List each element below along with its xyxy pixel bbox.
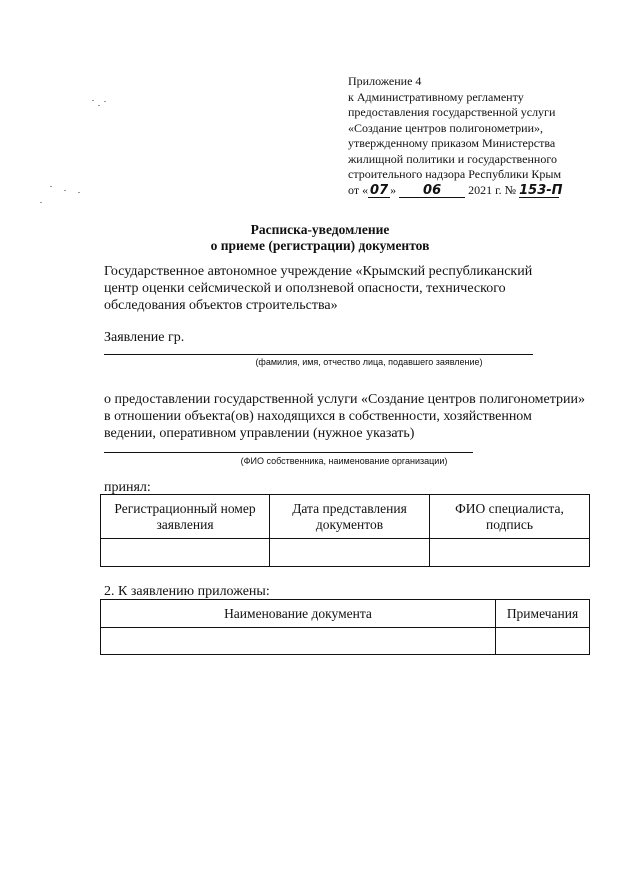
specialist-cell bbox=[430, 539, 590, 567]
appendix-line: строительного надзора Республики Крым bbox=[348, 167, 562, 181]
order-date-line bbox=[348, 183, 588, 199]
order-day: 07 bbox=[370, 182, 389, 198]
header-specialist: ФИО специалиста, подпись bbox=[430, 495, 590, 539]
application-label: Заявление гр. bbox=[104, 330, 185, 345]
scan-speck bbox=[40, 202, 42, 203]
order-year: 2021 г. № bbox=[468, 182, 517, 197]
order-month: 06 bbox=[399, 185, 465, 198]
registration-table bbox=[100, 494, 590, 567]
scan-speck bbox=[50, 186, 52, 187]
applicant-name-line bbox=[104, 354, 533, 355]
registration-number-cell bbox=[101, 539, 270, 567]
institution-line: центр оценки сейсмической и оползневой опасности, технического bbox=[104, 281, 506, 296]
attachments-table bbox=[100, 599, 590, 655]
submission-date-cell bbox=[270, 539, 430, 567]
appendix-line: предоставления государственной услуги bbox=[348, 105, 556, 119]
appendix-line: к Административному регламенту bbox=[348, 89, 524, 104]
table-row bbox=[101, 539, 590, 567]
scan-speck bbox=[78, 192, 80, 193]
header-submission-date: Дата представления документов bbox=[270, 495, 430, 539]
owner-caption: (ФИО собственника, наименование организации) bbox=[240, 456, 448, 466]
date-prefix: от « bbox=[348, 182, 369, 197]
scan-speck bbox=[64, 190, 66, 191]
header-registration-number: Регистрационный номер заявления bbox=[101, 495, 270, 539]
service-line: о предоставлении государственной услуги «Создание центров полигонометрии» bbox=[104, 392, 586, 407]
table-header-row bbox=[101, 600, 590, 628]
order-number: 153-П bbox=[519, 182, 563, 198]
scan-speck bbox=[92, 100, 94, 101]
scan-speck bbox=[104, 101, 106, 102]
document-name-cell bbox=[101, 628, 496, 655]
institution-line: обследования объектов строительства» bbox=[104, 298, 338, 313]
appendix-line: «Создание центров полигонометрии», bbox=[348, 120, 543, 135]
institution-line: Государственное автономное учреждение «Крымский республиканский bbox=[104, 264, 533, 279]
notes-cell bbox=[496, 628, 590, 655]
date-mid: » bbox=[390, 182, 397, 197]
appendix-block bbox=[348, 74, 588, 198]
service-line: ведении, оперативном управлении (нужное указать) bbox=[104, 426, 415, 441]
table-row bbox=[101, 628, 590, 655]
accepted-label: принял: bbox=[104, 480, 151, 495]
table-header-row bbox=[101, 495, 590, 539]
appendix-line: утвержденному приказом Министерства bbox=[348, 136, 556, 150]
document-subtitle: о приеме (регистрации) документов bbox=[210, 238, 430, 253]
document-title: Расписка-уведомление bbox=[250, 222, 390, 237]
service-paragraph bbox=[104, 391, 586, 442]
applicant-caption: (фамилия, имя, отчество лица, подавшего заявление) bbox=[255, 357, 483, 367]
owner-name-line bbox=[104, 452, 473, 453]
scan-speck bbox=[98, 105, 100, 106]
appendix-line: Приложение 4 bbox=[348, 74, 422, 88]
service-line: в отношении объекта(ов) находящихся в собственности, хозяйственном bbox=[104, 409, 532, 424]
attachments-heading: 2. К заявлению приложены: bbox=[104, 584, 270, 599]
institution-paragraph bbox=[104, 263, 583, 314]
header-notes: Примечания bbox=[496, 600, 590, 628]
appendix-line: жилищной политики и государственного bbox=[348, 151, 557, 166]
header-document-name: Наименование документа bbox=[101, 600, 496, 628]
